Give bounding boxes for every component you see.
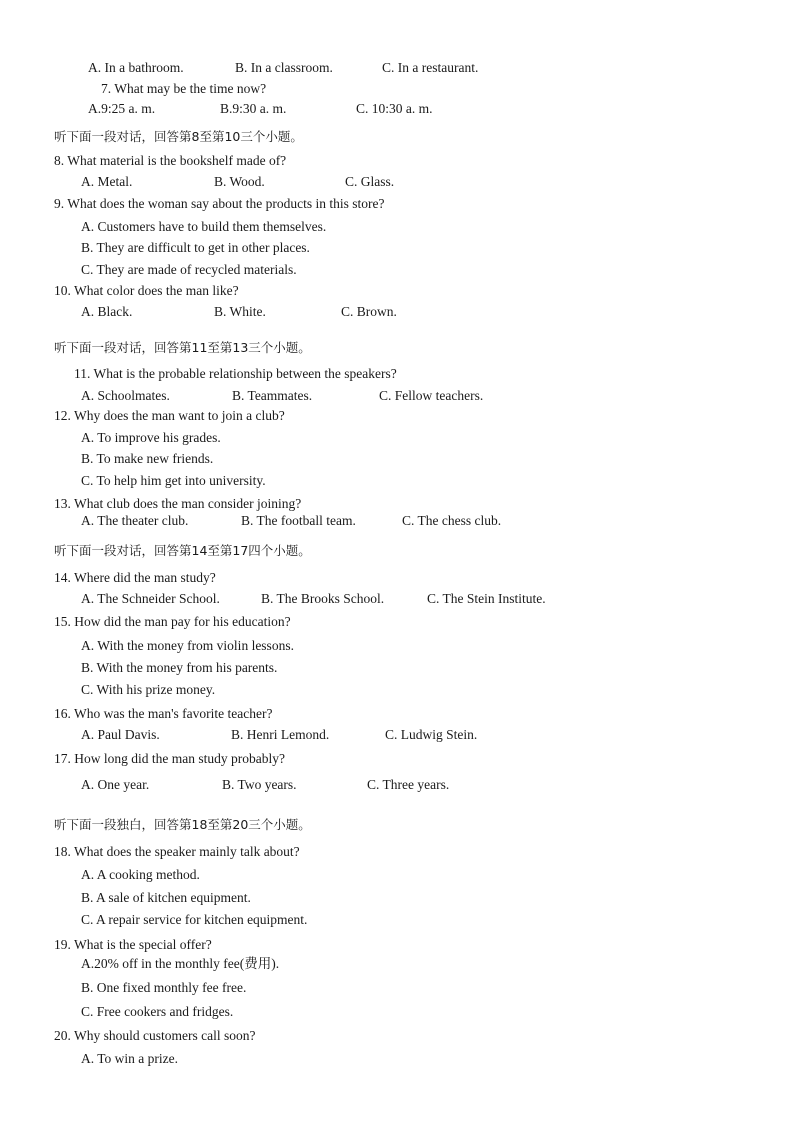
- q19-option-b: B. One fixed monthly fee free.: [81, 980, 247, 995]
- q16-option-a: A. Paul Davis.: [81, 727, 160, 742]
- q7-option-b: B.9:30 a. m.: [220, 101, 287, 116]
- q20-option-a: A. To win a prize.: [81, 1051, 179, 1066]
- q8-stem: 8. What material is the bookshelf made of?: [54, 153, 287, 168]
- q6-option-b: B. In a classroom.: [235, 60, 333, 75]
- q17-stem: 17. How long did the man study probably?: [54, 751, 285, 766]
- q11-option-c: C. Fellow teachers.: [379, 388, 484, 403]
- q12-option-a: A. To improve his grades.: [81, 430, 221, 445]
- q8-option-b: B. Wood.: [214, 174, 265, 189]
- q19-option-c: C. Free cookers and fridges.: [81, 1004, 234, 1019]
- q14-option-c: C. The Stein Institute.: [427, 591, 546, 606]
- q15-stem: 15. How did the man pay for his education?: [54, 614, 291, 629]
- q14-option-b: B. The Brooks School.: [261, 591, 385, 606]
- q15-option-a: A. With the money from violin lessons.: [81, 638, 294, 653]
- q11-stem: 11. What is the probable relationship between the speakers?: [74, 366, 397, 381]
- q17-option-b: B. Two years.: [222, 777, 297, 792]
- q15-option-b: B. With the money from his parents.: [81, 660, 278, 675]
- q10-option-b: B. White.: [214, 304, 266, 319]
- q10-option-a: A. Black.: [81, 304, 133, 319]
- q9-option-c: C. They are made of recycled materials.: [81, 262, 297, 277]
- q13-option-c: C. The chess club.: [402, 513, 502, 528]
- q17-option-a: A. One year.: [81, 777, 150, 792]
- q19-option-a: A.20% off in the monthly fee(费用).: [81, 956, 280, 971]
- q10-stem: 10. What color does the man like?: [54, 283, 239, 298]
- q8-option-c: C. Glass.: [345, 174, 395, 189]
- q13-option-b: B. The football team.: [241, 513, 356, 528]
- section-heading-1: 听下面一段对话，回答第8至第10三个小题。: [54, 129, 303, 144]
- section-heading-3: 听下面一段对话，回答第14至第17四个小题。: [54, 543, 311, 558]
- q14-stem: 14. Where did the man study?: [54, 570, 216, 585]
- q15-option-c: C. With his prize money.: [81, 682, 216, 697]
- q12-stem: 12. Why does the man want to join a club?: [54, 408, 285, 423]
- q12-option-b: B. To make new friends.: [81, 451, 214, 466]
- q7-stem: 7. What may be the time now?: [101, 81, 267, 96]
- q13-stem: 13. What club does the man consider joining?: [54, 496, 302, 511]
- q9-stem: 9. What does the woman say about the products in this store?: [54, 196, 385, 211]
- q11-option-b: B. Teammates.: [232, 388, 313, 403]
- q17-option-c: C. Three years.: [367, 777, 450, 792]
- q11-option-a: A. Schoolmates.: [81, 388, 170, 403]
- section-heading-4: 听下面一段独白，回答第18至第20三个小题。: [54, 817, 311, 832]
- q8-option-a: A. Metal.: [81, 174, 133, 189]
- section-heading-2: 听下面一段对话，回答第11至第13三个小题。: [54, 340, 311, 355]
- q14-option-a: A. The Schneider School.: [81, 591, 220, 606]
- q12-option-c: C. To help him get into university.: [81, 473, 266, 488]
- q9-option-b: B. They are difficult to get in other places.: [81, 240, 310, 255]
- q16-option-c: C. Ludwig Stein.: [385, 727, 478, 742]
- q7-option-a: A.9:25 a. m.: [88, 101, 156, 116]
- q10-option-c: C. Brown.: [341, 304, 397, 319]
- q18-stem: 18. What does the speaker mainly talk about?: [54, 844, 300, 859]
- q9-option-a: A. Customers have to build them themselves.: [81, 219, 327, 234]
- q18-option-b: B. A sale of kitchen equipment.: [81, 890, 251, 905]
- q18-option-a: A. A cooking method.: [81, 867, 200, 882]
- q6-option-a: A. In a bathroom.: [88, 60, 184, 75]
- q19-stem: 19. What is the special offer?: [54, 937, 212, 952]
- q20-stem: 20. Why should customers call soon?: [54, 1028, 256, 1043]
- q16-option-b: B. Henri Lemond.: [231, 727, 330, 742]
- q7-option-c: C. 10:30 a. m.: [356, 101, 433, 116]
- q6-option-c: C. In a restaurant.: [382, 60, 479, 75]
- q18-option-c: C. A repair service for kitchen equipment.: [81, 912, 308, 927]
- q13-option-a: A. The theater club.: [81, 513, 189, 528]
- q16-stem: 16. Who was the man's favorite teacher?: [54, 706, 273, 721]
